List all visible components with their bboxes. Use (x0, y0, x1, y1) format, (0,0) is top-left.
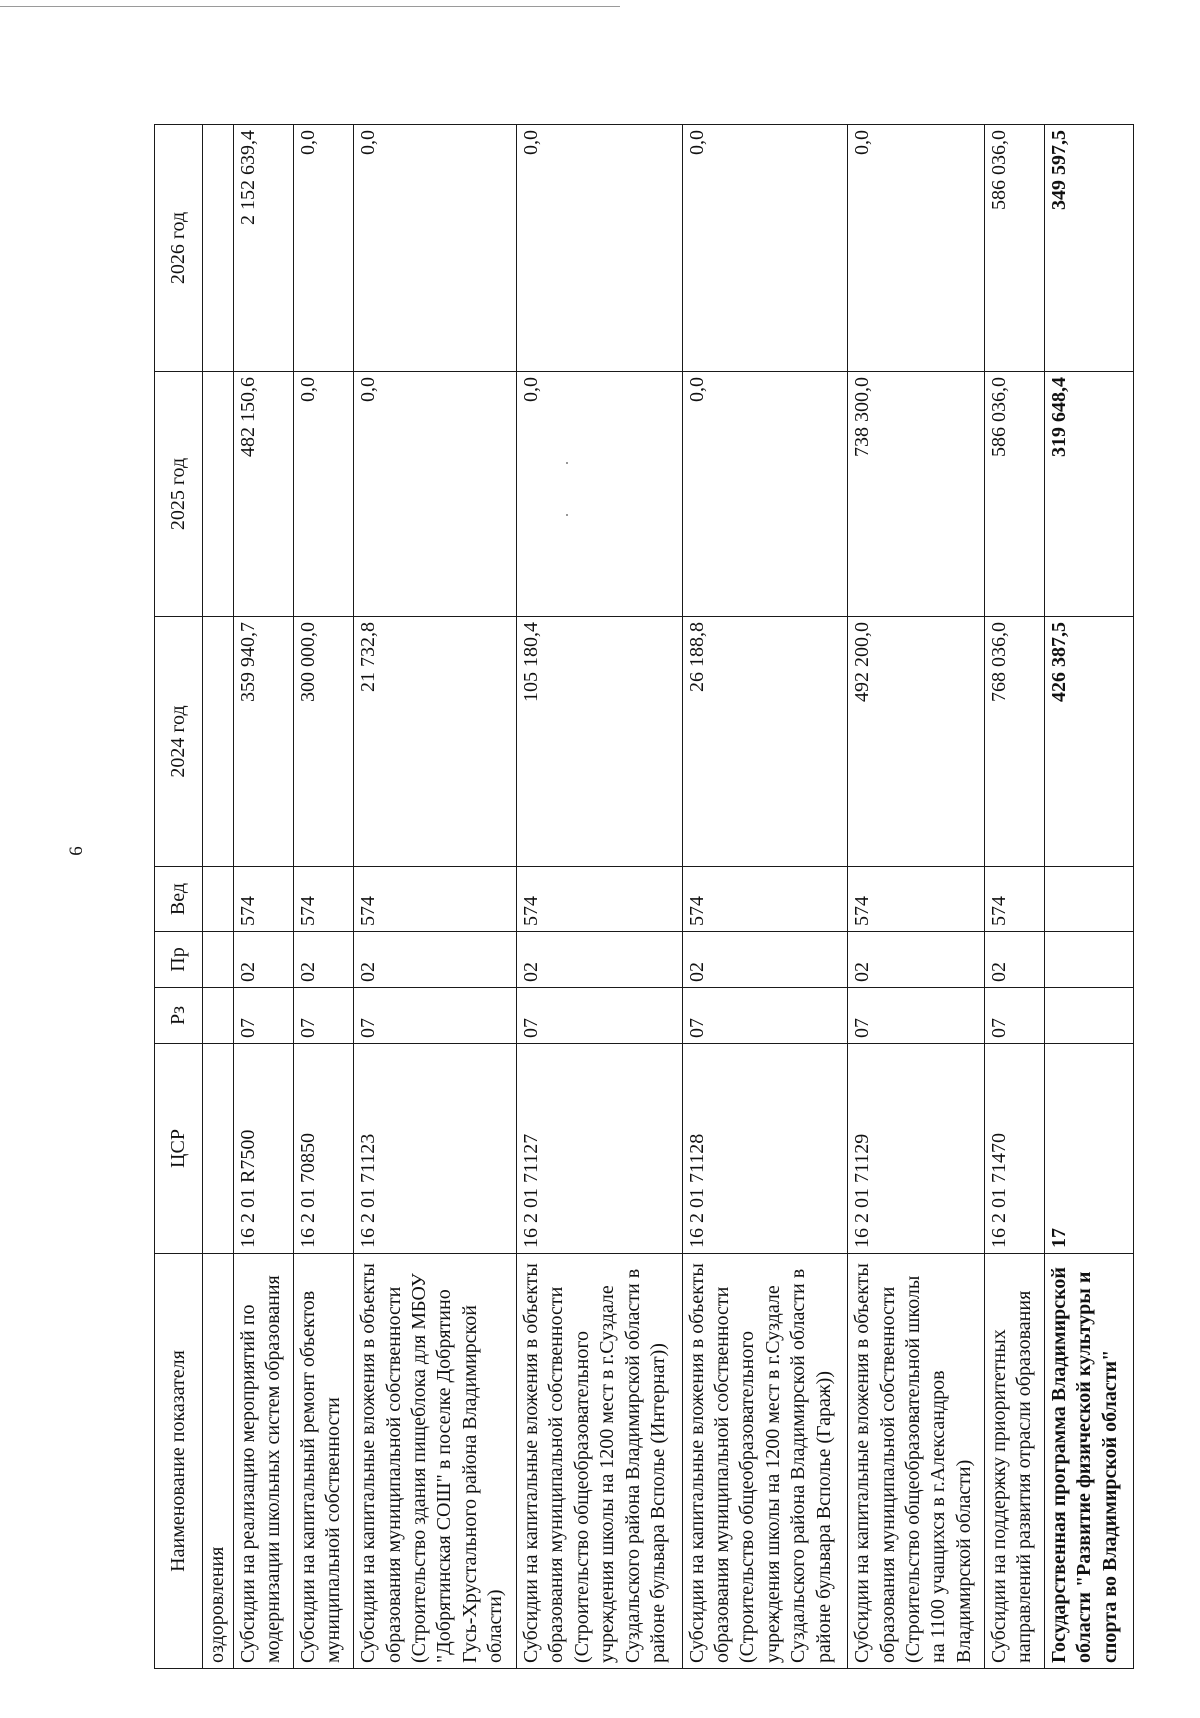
row-ved: 574 (354, 867, 517, 932)
row-ved: 574 (517, 867, 683, 932)
row-pr: 02 (294, 932, 354, 988)
header-2024: 2024 год (155, 617, 203, 867)
total-ved (1044, 867, 1133, 932)
row-rz: 07 (984, 988, 1044, 1044)
table-row (984, 125, 1044, 1669)
table-row-continuation (202, 125, 233, 1669)
row-csr: 16 2 01 71470 (984, 1044, 1044, 1254)
header-pr: Пр (155, 932, 203, 988)
row-rz: 07 (517, 988, 683, 1044)
total-2024: 426 387,5 (1044, 617, 1133, 867)
table-row (848, 125, 985, 1669)
row-2026: 586 036,0 (984, 125, 1044, 372)
row-rz: 07 (294, 988, 354, 1044)
table-row (354, 125, 517, 1669)
row-pr: 02 (354, 932, 517, 988)
budget-table-rotated (154, 125, 1134, 1669)
page-number: 6 (66, 846, 87, 856)
header-2026: 2026 год (155, 125, 203, 372)
row-pr: 02 (517, 932, 683, 988)
row-2025: 0,0 (517, 372, 683, 617)
row-ved: 574 (234, 867, 294, 932)
row-2024: 768 036,0 (984, 617, 1044, 867)
row-pr: 02 (984, 932, 1044, 988)
row-name: Субсидии на реализацию мероприятий по модернизации школьных систем образования (234, 1254, 294, 1669)
table-row (517, 125, 683, 1669)
row-2026: 0,0 (848, 125, 985, 372)
header-csr: ЦСР (155, 1044, 203, 1254)
budget-table (154, 124, 1134, 1669)
table-row (682, 125, 848, 1669)
row-pr: 02 (848, 932, 985, 988)
row-2024: 359 940,7 (234, 617, 294, 867)
row-2025: 0,0 (354, 372, 517, 617)
row-2026: 0,0 (517, 125, 683, 372)
row-2025: 586 036,0 (984, 372, 1044, 617)
continuation-text: оздоровления (202, 1254, 233, 1669)
row-2026: 0,0 (682, 125, 848, 372)
row-csr: 16 2 01 71123 (354, 1044, 517, 1254)
row-csr: 16 2 01 70850 (294, 1044, 354, 1254)
total-2025: 319 648,4 (1044, 372, 1133, 617)
row-csr: 16 2 01 71128 (682, 1044, 848, 1254)
row-rz: 07 (354, 988, 517, 1044)
row-name: Субсидии на капитальные вложения в объекты образования муниципальной собственности (Строительство общеобразовательной школы на 1100 учащихся в г.Александров Владимирской области) (848, 1254, 985, 1669)
table-row-total (1044, 125, 1133, 1669)
row-pr: 02 (682, 932, 848, 988)
row-2025: 0,0 (294, 372, 354, 617)
scan-top-rule (0, 6, 620, 7)
row-2024: 21 732,8 (354, 617, 517, 867)
row-2024: 492 200,0 (848, 617, 985, 867)
row-csr: 16 2 01 R7500 (234, 1044, 294, 1254)
row-2025: 482 150,6 (234, 372, 294, 617)
row-rz: 07 (234, 988, 294, 1044)
total-2026: 349 597,5 (1044, 125, 1133, 372)
row-csr: 16 2 01 71129 (848, 1044, 985, 1254)
total-csr: 17 (1044, 1044, 1133, 1254)
row-ved: 574 (984, 867, 1044, 932)
header-2025: 2025 год (155, 372, 203, 617)
header-name: Наименование показателя (155, 1254, 203, 1669)
table-header-row (155, 125, 203, 1669)
row-rz: 07 (682, 988, 848, 1044)
row-ved: 574 (848, 867, 985, 932)
total-name: Государственная программа Владимирской области "Развитие физической культуры и спорта во Владимирской области" (1044, 1254, 1133, 1669)
total-pr (1044, 932, 1133, 988)
table-row (294, 125, 354, 1669)
row-ved: 574 (294, 867, 354, 932)
header-ved: Вед (155, 867, 203, 932)
row-name: Субсидии на капитальные вложения в объекты образования муниципальной собственности (Строительство здания пищеблока для МБОУ "Добрятинская СОШ" в поселке Добрятино Гусь-Хрустального района Владимирской области) (354, 1254, 517, 1669)
total-rz (1044, 988, 1133, 1044)
row-2024: 26 188,8 (682, 617, 848, 867)
row-name: Субсидии на капитальный ремонт объектов муниципальной собственности (294, 1254, 354, 1669)
row-name: Субсидии на капитальные вложения в объекты образования муниципальной собственности (Строительство общеобразовательного учреждения школы на 1200 мест в г.Суздале Суздальского района Владимирской области в районе бульвара Всполье (Интернат)) (517, 1254, 683, 1669)
row-2025: 738 300,0 (848, 372, 985, 617)
row-ved: 574 (682, 867, 848, 932)
row-csr: 16 2 01 71127 (517, 1044, 683, 1254)
row-2026: 0,0 (354, 125, 517, 372)
row-2025: 0,0 (682, 372, 848, 617)
row-name: Субсидии на капитальные вложения в объекты образования муниципальной собственности (Строительство общеобразовательного учреждения школы на 1200 мест в г.Суздале Суздальского района Владимирской области в районе бульвара Всполье (Гараж)) (682, 1254, 848, 1669)
row-2024: 105 180,4 (517, 617, 683, 867)
row-2026: 2 152 639,4 (234, 125, 294, 372)
row-pr: 02 (234, 932, 294, 988)
row-2024: 300 000,0 (294, 617, 354, 867)
row-2026: 0,0 (294, 125, 354, 372)
table-row (234, 125, 294, 1669)
header-rz: Рз (155, 988, 203, 1044)
row-name: Субсидии на поддержку приоритетных направлений развития отрасли образования (984, 1254, 1044, 1669)
row-rz: 07 (848, 988, 985, 1044)
